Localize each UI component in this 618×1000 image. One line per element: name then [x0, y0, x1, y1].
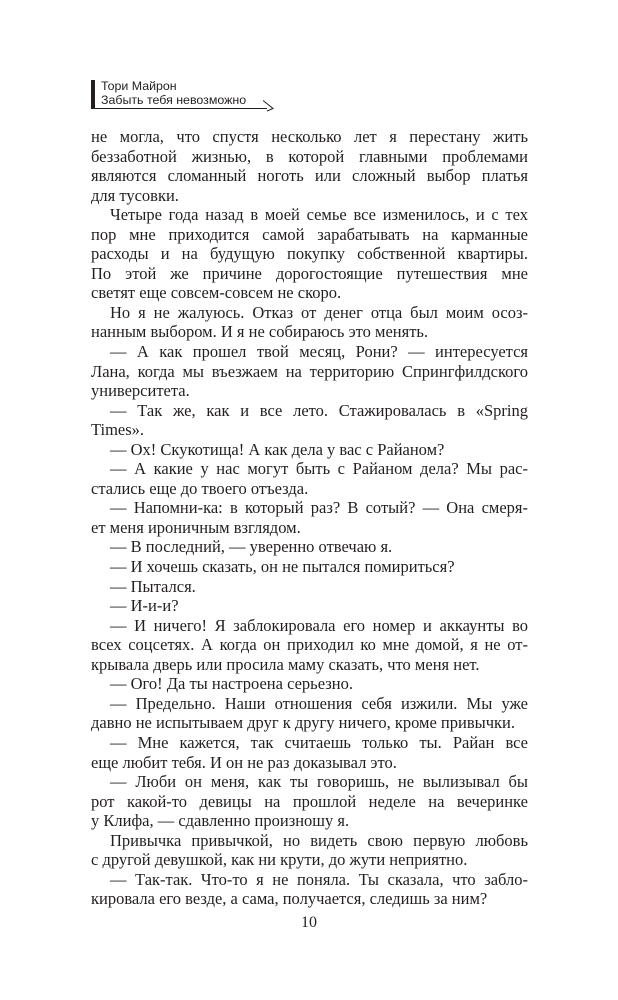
text-line: еще любит тебя. И он не раз доказывал это.: [91, 752, 397, 772]
text-line: для тусовки.: [91, 185, 179, 205]
text-line: давно не испытываем друг к другу ничего, кроме привычки.: [91, 713, 515, 733]
paragraph: [91, 537, 528, 557]
text-line: — Ого! Да ты настроена серьезно.: [110, 674, 353, 694]
text-line: — Так же, как и все лето. Стажировалась в «Spring: [110, 400, 528, 420]
text-line: — И хочешь сказать, он не пытался помириться?: [110, 557, 455, 577]
paragraph: [91, 342, 528, 401]
text-line: с другой девушкой, как ни крути, до жути неприятно.: [91, 850, 468, 870]
text-line: кировала его везде, а сама, получается, следишь за ним?: [91, 889, 488, 909]
text-line: университета.: [91, 381, 190, 401]
text-line: всех соцсетях. А когда он приходил ко мне домой, я не от-: [91, 635, 528, 655]
running-head-bar: [91, 80, 95, 108]
text-line: Лана, когда мы въезжаем на территорию Спрингфилдского: [91, 361, 528, 381]
paragraph: [91, 616, 528, 675]
paragraph: [91, 674, 528, 694]
text-line: — Предельно. Наши отношения себя изжили. Мы уже: [110, 693, 528, 713]
text-line: Но я не жалуюсь. Отказ от денег отца был моим осоз-: [110, 302, 528, 322]
paragraph: [91, 831, 528, 870]
paragraph: [91, 440, 528, 460]
text-line: — И-и-и?: [110, 596, 179, 616]
running-head-rule: [91, 108, 267, 109]
running-head: [91, 79, 281, 111]
paragraph: [91, 127, 528, 205]
paragraph: [91, 577, 528, 597]
text-line: По этой же причине дорогостоящие путешествия мне: [91, 263, 528, 283]
text-line: крывала дверь или просила маму сказать, что меня нет.: [91, 654, 480, 674]
paragraph: [91, 303, 528, 342]
paragraph: [91, 870, 528, 909]
text-line: — Люби он меня, как ты говоришь, не вылизывал бы: [110, 772, 528, 792]
text-line: — И ничего! Я заблокировала его номер и аккаунты во: [110, 615, 528, 635]
text-line: не могла, что спустя несколько лет я перестану жить: [91, 127, 528, 146]
text-line: нанным выбором. И я не собираюсь это менять.: [91, 322, 429, 342]
running-head-title: Забыть тебя невозможно: [101, 93, 247, 107]
text-line: — А как прошел твой месяц, Рони? — интересуется: [110, 342, 528, 362]
text-line: — Мне кажется, так считаешь только ты. Райан все: [110, 732, 528, 752]
paragraph: [91, 694, 528, 733]
text-line: светят еще совсем-совсем не скоро.: [91, 283, 342, 303]
text-line: — Так-так. Что-то я не поняла. Ты сказала, что забло-: [110, 869, 528, 889]
paragraph: [91, 205, 528, 303]
running-head-author: Тори Майрон: [101, 79, 177, 93]
paragraph: [91, 733, 528, 772]
page-number: 10: [301, 914, 317, 931]
text-line: у Клифа, — сдавленно произношу я.: [91, 811, 350, 831]
paragraph: [91, 401, 528, 440]
text-line: — Пытался.: [110, 576, 196, 596]
text-line: — А какие у нас могут быть с Райаном дела? Мы рас-: [110, 459, 528, 479]
text-line: беззаботной жизнью, в которой главными проблемами: [91, 146, 528, 166]
text-line: ет меня ироничным взглядом.: [91, 517, 301, 537]
text-line: — Напомни-ка: в который раз? В сотый? — Она смеря-: [110, 498, 528, 518]
text-line: Привычка привычкой, но видеть свою первую любовь: [110, 830, 528, 850]
running-head-arrow-icon: [263, 100, 275, 112]
text-line: — Ох! Скукотища! А как дела у вас с Райаном?: [110, 439, 445, 459]
paragraph: [91, 772, 528, 831]
text-line: стались еще до твоего отъезда.: [91, 478, 309, 498]
paragraph: [91, 459, 528, 498]
text-line: рот какой-то девицы на прошлой неделе на вечеринке: [91, 791, 528, 811]
body-text: [91, 127, 528, 909]
text-line: Четыре года назад в моей семье все изменилось, и с тех: [110, 205, 528, 225]
text-line: являются сломанный ноготь или сложный выбор платья: [91, 166, 528, 186]
paragraph: [91, 498, 528, 537]
paragraph: [91, 557, 528, 577]
text-line: пор мне приходится самой зарабатывать на карманные: [91, 224, 528, 244]
paragraph: [91, 596, 528, 616]
text-line: Times».: [91, 420, 145, 440]
text-line: расходы и на будущую покупку собственной квартиры.: [91, 244, 528, 264]
text-line: — В последний, — уверенно отвечаю я.: [110, 537, 393, 557]
